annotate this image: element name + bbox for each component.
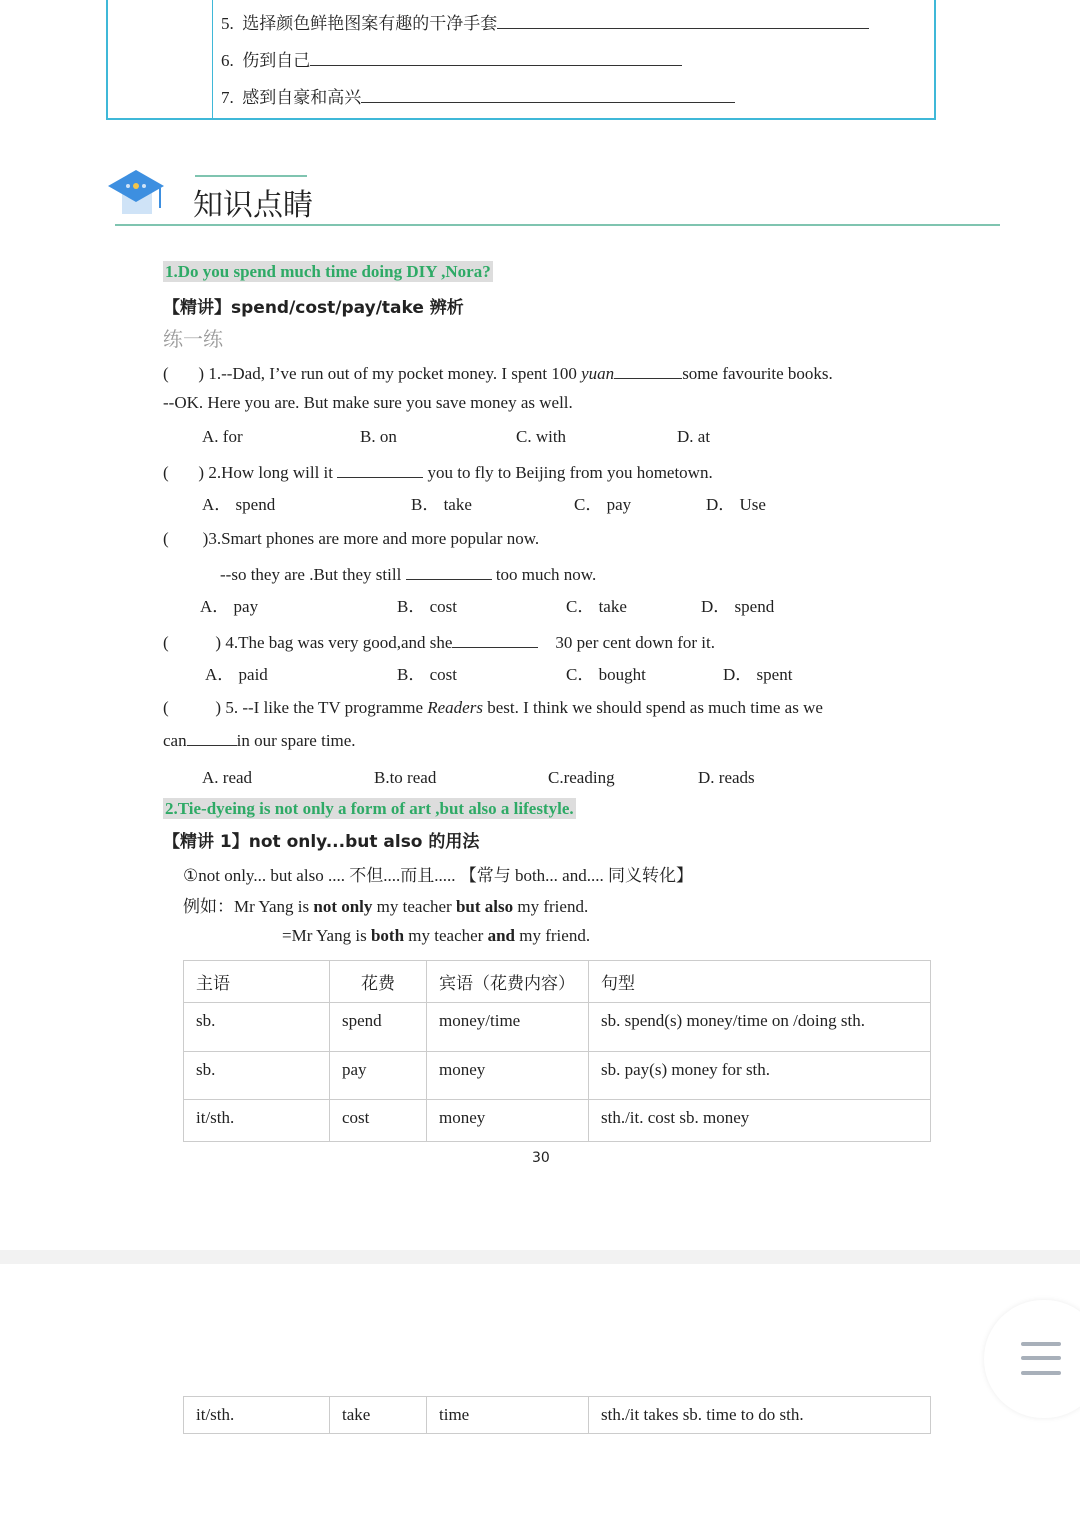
option: C.reading <box>548 768 615 787</box>
question-5: ( ) 5. --I like the TV programme Readers best. I think we should spend as much time as we <box>163 698 823 717</box>
table-row: sb. spend money/time sb. spend(s) money/time on /doing sth. <box>184 1003 931 1052</box>
table-header-row: 主语 花费 宾语（花费内容） 句型 <box>184 961 931 1003</box>
column-divider <box>212 0 213 118</box>
point-2-title: 2.Tie-dyeing is not only a form of art ,but also a lifestyle. <box>165 799 574 818</box>
option: A． pay <box>200 597 259 616</box>
example-1: 例如：Mr Yang is not only my teacher but also my friend. <box>183 897 589 916</box>
option: C． bought <box>566 665 646 684</box>
option: B． cost <box>397 665 457 684</box>
section-divider <box>115 224 1000 226</box>
point-1-explain: 【精讲】spend/cost/pay/take 辨析 <box>163 298 464 318</box>
option: A. read <box>202 768 253 787</box>
option: B.to read <box>374 768 437 787</box>
menu-button[interactable] <box>984 1300 1080 1418</box>
option: D． Use <box>706 495 766 514</box>
list-item: 5. 选择颜色鲜艳图案有趣的干净手套 <box>221 12 869 34</box>
option: A． paid <box>205 665 268 684</box>
option: D． spent <box>723 665 793 684</box>
list-item: 7. 感到自豪和高兴 <box>221 86 735 108</box>
point-2-explain: 【精讲 1】not only...but also 的用法 <box>163 832 480 852</box>
option: D． spend <box>701 597 775 616</box>
table-row: it/sth. cost money sth./it. cost sb. money <box>184 1100 931 1142</box>
option: A. for <box>202 427 243 446</box>
section-title: 知识点睛 <box>193 188 313 223</box>
option: B． cost <box>397 597 457 616</box>
question-1: ( ) 1.--Dad, I’ve run out of my pocket money. I spent 100 yuan some favourite books. <box>163 364 833 383</box>
option: C. with <box>516 427 567 446</box>
option: C． pay <box>574 495 632 514</box>
question-3-line2: --so they are .But they still too much now. <box>220 565 597 584</box>
list-item: 6. 伤到自己 <box>221 49 682 71</box>
option: C． take <box>566 597 627 616</box>
table-row: it/sth. take time sth./it takes sb. time to do sth. <box>184 1397 931 1434</box>
option: B． take <box>411 495 472 514</box>
practice-heading: 练一练 <box>163 327 223 351</box>
title-accent-line <box>195 175 307 177</box>
question-3: ( )3.Smart phones are more and more popular now. <box>163 529 540 548</box>
rule-text: ①not only... but also .... 不但....而且..... 【常与 both... and.... 同义转化】 <box>183 866 693 885</box>
option: A． spend <box>202 495 276 514</box>
table-row: sb. pay money sb. pay(s) money for sth. <box>184 1052 931 1100</box>
point-1-title: 1.Do you spend much time doing DIY ,Nora? <box>165 262 491 281</box>
example-2: =Mr Yang is both my teacher and my friend. <box>282 926 591 945</box>
graduation-cap-icon <box>108 168 168 218</box>
page-gap <box>0 1250 1080 1264</box>
question-4: ( ) 4.The bag was very good,and she 30 per cent down for it. <box>163 633 715 652</box>
usage-table <box>183 960 931 1142</box>
option: B. on <box>360 427 397 446</box>
page-number: 30 <box>532 1150 550 1166</box>
option: D. at <box>677 427 711 446</box>
option: D. reads <box>698 768 755 787</box>
question-1-line2: --OK. Here you are. But make sure you save money as well. <box>163 393 573 412</box>
question-5-line2: can in our spare time. <box>163 731 356 750</box>
usage-table-continued <box>183 1396 931 1434</box>
question-2: ( ) 2.How long will it you to fly to Beijing from you hometown. <box>163 463 713 482</box>
